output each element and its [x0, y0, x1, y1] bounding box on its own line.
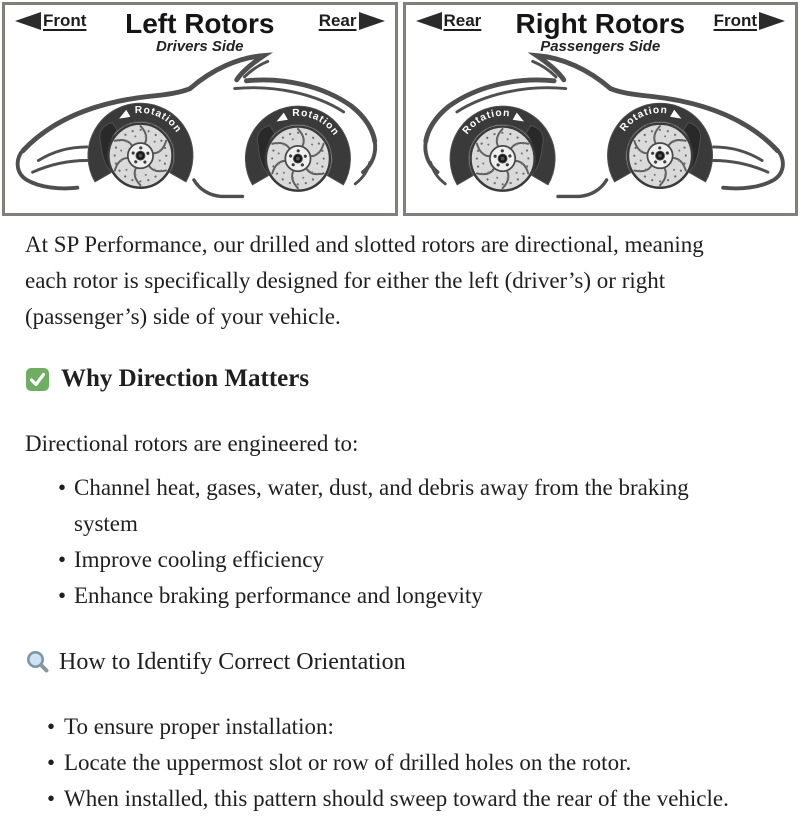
front-direction-indicator	[15, 11, 86, 31]
list-item: • Locate the uppermost slot or row of drilled holes on the rotor.	[25, 745, 734, 781]
panel-subtitle: Drivers Side	[155, 38, 244, 56]
why-section-bullet-list	[25, 470, 772, 614]
panel-title: Left Rotors	[125, 8, 275, 39]
front-label: Front	[43, 11, 87, 30]
front-label: Front	[713, 11, 757, 30]
how-to-identify-heading	[25, 644, 772, 680]
left-panel-header	[15, 8, 385, 56]
list-item: • Improve cooling efficiency	[25, 542, 724, 578]
left-panel-titles	[125, 9, 274, 55]
left-rotors-panel	[2, 2, 398, 216]
right-panel-header	[416, 8, 786, 56]
why-section-lead: Directional rotors are engineered to:	[25, 431, 359, 456]
list-item: • Enhance braking performance and longevity	[25, 578, 724, 614]
rear-label: Rear	[443, 11, 482, 30]
how-section-bullet-list	[25, 709, 772, 817]
right-rotors-panel	[403, 2, 799, 216]
arrow-right-icon	[759, 12, 785, 30]
rotation-arc-label: Rotation	[460, 107, 511, 137]
rear-label: Rear	[318, 11, 357, 30]
rotor-direction-diagram	[0, 0, 800, 216]
intro-paragraph: At SP Performance, our drilled and slotted rotors are directional, meaning each rotor is specifically designed for either the left (driver’s) or right (passenger’s) side of your vehicle.	[25, 232, 704, 329]
arrow-left-icon	[15, 12, 41, 30]
front-direction-indicator	[714, 11, 785, 31]
article-body	[0, 216, 800, 835]
check-mark-icon	[25, 367, 50, 392]
rotation-arc-label: Rotation	[134, 104, 184, 136]
section-heading-text: Why Direction Matters	[61, 365, 310, 392]
rotation-arc-label: Rotation	[617, 104, 668, 134]
list-item: • Channel heat, gases, water, dust, and debris away from the braking system	[25, 470, 724, 542]
section-heading-text: How to Identify Correct Orientation	[59, 649, 406, 675]
arrow-left-icon	[416, 12, 442, 30]
list-item: • To ensure proper installation:	[25, 709, 734, 745]
right-panel-titles	[515, 9, 685, 55]
why-direction-matters-heading	[25, 361, 772, 397]
rear-direction-indicator	[416, 11, 482, 31]
panel-title: Right Rotors	[515, 8, 686, 39]
rear-direction-indicator	[319, 11, 385, 31]
magnifying-glass-icon	[25, 649, 51, 675]
rotation-arc-label: Rotation	[292, 107, 342, 139]
arrow-right-icon	[359, 12, 385, 30]
panel-subtitle: Passengers Side	[540, 38, 661, 56]
list-item: • When installed, this pattern should sweep toward the rear of the vehicle.	[25, 781, 734, 817]
